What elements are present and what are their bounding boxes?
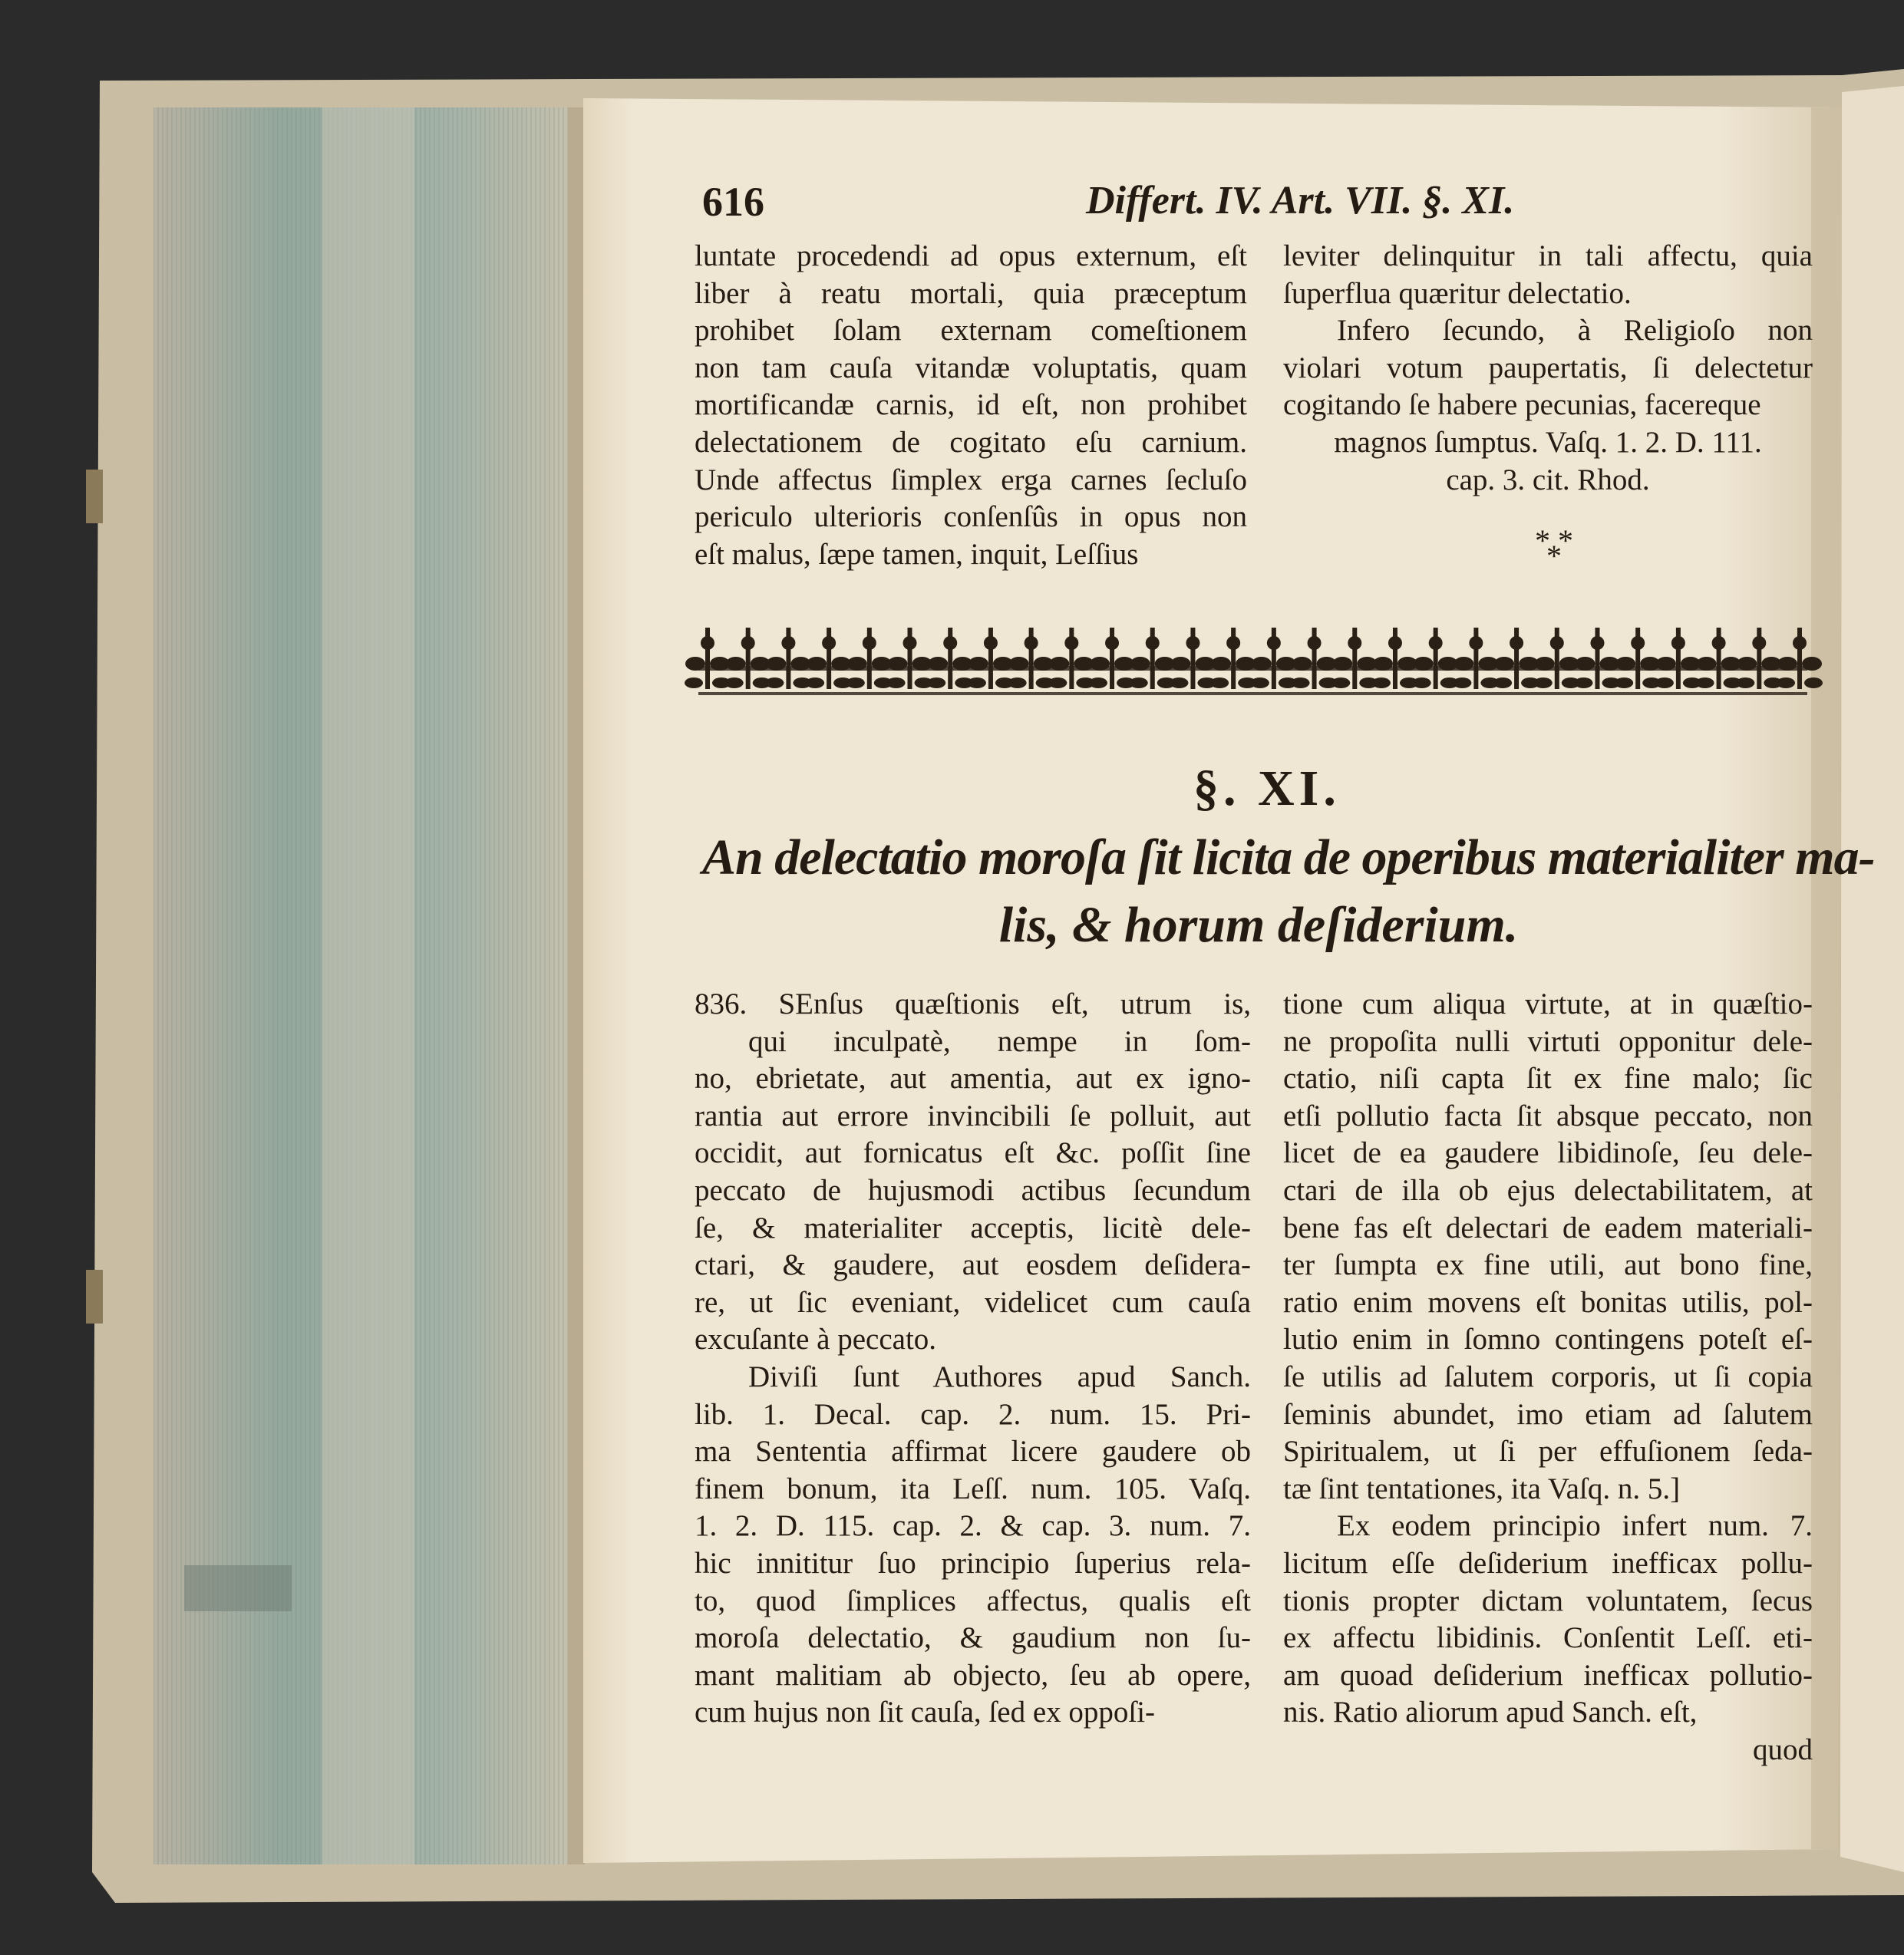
text-line: finem bonum, ita Leſſ. num. 105. Vaſq. — [695, 1472, 1251, 1505]
text-line: mant malitiam ab objecto, ſeu ab opere, — [695, 1658, 1251, 1692]
running-head: Differt. IV. Art. VII. §. XI. — [1086, 179, 1515, 223]
text-line: ter ſumpta ex fine utili, aut bono fine, — [1283, 1248, 1813, 1282]
text-line: periculo ulterioris conſenſûs in opus non — [695, 500, 1247, 534]
text-line: Infero ſecundo, à Religioſo non — [1337, 314, 1813, 348]
section-title-line-2: lis, & horum deſiderium. — [998, 897, 1519, 953]
left-column-top — [695, 238, 1247, 573]
text-line: bene fas eſt delectari de eadem materiali- — [1283, 1211, 1813, 1245]
text-line: tionis propter dictam voluntatem, ſecus — [1283, 1584, 1813, 1617]
text-line: delectationem de cogitato eſu carnium. — [695, 425, 1247, 459]
text-line: Unde affectus ſimplex erga carnes ſecluſo — [695, 463, 1247, 496]
text-line: liber à reatu mortali, quia præceptum — [695, 276, 1247, 310]
asterism: * * * — [1535, 523, 1573, 573]
text-line: cap. 3. cit. Rhod. — [1446, 463, 1650, 496]
text-line: tione cum aliqua virtute, at in quæſtio- — [1283, 987, 1813, 1020]
text-line: ſe utilis ad ſalutem corporis, ut ſi copia — [1283, 1360, 1813, 1393]
text-line: ſeminis abundet, imo etiam ad ſalutem — [1283, 1397, 1813, 1431]
text-line: ctari de illa ob ejus delectabilitatem, at — [1283, 1173, 1813, 1207]
text-line: 1. 2. D. 115. cap. 2. & cap. 3. num. 7. — [695, 1509, 1251, 1543]
text-line: ratio enim movens eſt bonitas utilis, pol- — [1283, 1285, 1813, 1319]
section-title-line-1: An delectatio moroſa ſit licita de operibus materialiter ma- — [702, 829, 1875, 885]
text-line: leviter delinquitur in tali affectu, quia — [1283, 239, 1813, 272]
page-number: 616 — [702, 179, 764, 225]
text-line: occidit, aut fornicatus eſt &c. poſſit ſine — [695, 1136, 1251, 1170]
text-line: luntate procedendi ad opus externum, eſt — [695, 239, 1247, 272]
text-line: no, ebrietate, aut amentia, aut ex igno- — [695, 1062, 1251, 1096]
text-line: 836. SEnſus quæſtionis eſt, utrum is, — [695, 987, 1251, 1020]
text-line: ctatio, niſi capta ſit ex fine malo; ſic — [1283, 1062, 1813, 1096]
text-line: licitum eſſe deſiderium inefficax pollu- — [1283, 1546, 1813, 1580]
text-line: eſt malus, ſæpe tamen, inquit, Leſſius — [695, 537, 1139, 571]
text-line: ma Sententia affirmat licere gaudere ob — [695, 1435, 1251, 1469]
text-line: hic innititur ſuo principio ſuperius rela- — [695, 1546, 1251, 1580]
text-line: cogitando ſe habere pecunias, facereque — [1283, 388, 1761, 422]
text-line: quod — [1753, 1732, 1813, 1766]
text-line: Diviſi ſunt Authores apud Sanch. — [748, 1360, 1251, 1393]
text-line: qui inculpatè, nempe in ſom- — [748, 1024, 1251, 1058]
left-column-body — [695, 986, 1251, 1732]
text-line: Spiritualem, ut ſi per effuſionem ſeda- — [1283, 1435, 1813, 1469]
text-line: violari votum paupertatis, ſi delectetur — [1283, 351, 1813, 384]
right-column-body — [1283, 986, 1813, 1769]
text-line: ne propoſita nulli virtuti opponitur dele- — [1283, 1024, 1813, 1058]
text-line: nis. Ratio aliorum apud Sanch. eſt, — [1283, 1696, 1698, 1729]
text-line: mortificandæ carnis, id eſt, non prohibet — [695, 388, 1247, 422]
text-line: Ex eodem principio infert num. 7. — [1337, 1509, 1813, 1543]
text-line: non tam cauſa vitandæ voluptatis, quam — [695, 351, 1247, 384]
text-line: lib. 1. Decal. cap. 2. num. 15. Pri- — [695, 1397, 1251, 1431]
right-column-top — [1283, 238, 1813, 499]
text-line: cum hujus non ſit cauſa, ſed ex oppoſi- — [695, 1696, 1156, 1729]
text-line: ex affectu libidinis. Conſentit Leſſ. eti- — [1283, 1621, 1813, 1655]
text-line: excuſante à peccato. — [695, 1323, 937, 1357]
text-line: to, quod ſimplices affectus, qualis eſt — [695, 1584, 1251, 1617]
section-mark: §. XI. — [1193, 760, 1341, 816]
text-line: etſi pollutio facta ſit absque peccato, non — [1283, 1099, 1813, 1132]
text-line: ſuperflua quæritur delectatio. — [1283, 276, 1632, 310]
text-line: tæ ſint tentationes, ita Vaſq. n. 5.] — [1283, 1472, 1681, 1505]
text-line: lutio enim in ſomno contingens poteſt eſ- — [1283, 1323, 1813, 1357]
text-line: moroſa delectatio, & gaudium non ſu- — [695, 1621, 1251, 1655]
text-line: ctari, & gaudere, aut eosdem deſidera- — [695, 1248, 1251, 1282]
text-line: rantia aut errore invincibili ſe polluit, aut — [695, 1099, 1251, 1132]
text-line: licet de ea gaudere libidinoſe, ſeu dele- — [1283, 1136, 1813, 1170]
text-line: prohibet ſolam externam comeſtionem — [695, 314, 1247, 348]
text-line: ſe, & materialiter acceptis, licitè dele- — [695, 1211, 1251, 1245]
text-line: magnos ſumptus. Vaſq. 1. 2. D. 111. — [1334, 425, 1762, 459]
text-line: am quoad deſiderium inefficax pollutio- — [1283, 1658, 1813, 1692]
text-line: re, ut ſic eveniant, videlicet cum cauſa — [695, 1285, 1251, 1319]
text-line: peccato de hujusmodi actibus ſecundum — [695, 1173, 1251, 1207]
